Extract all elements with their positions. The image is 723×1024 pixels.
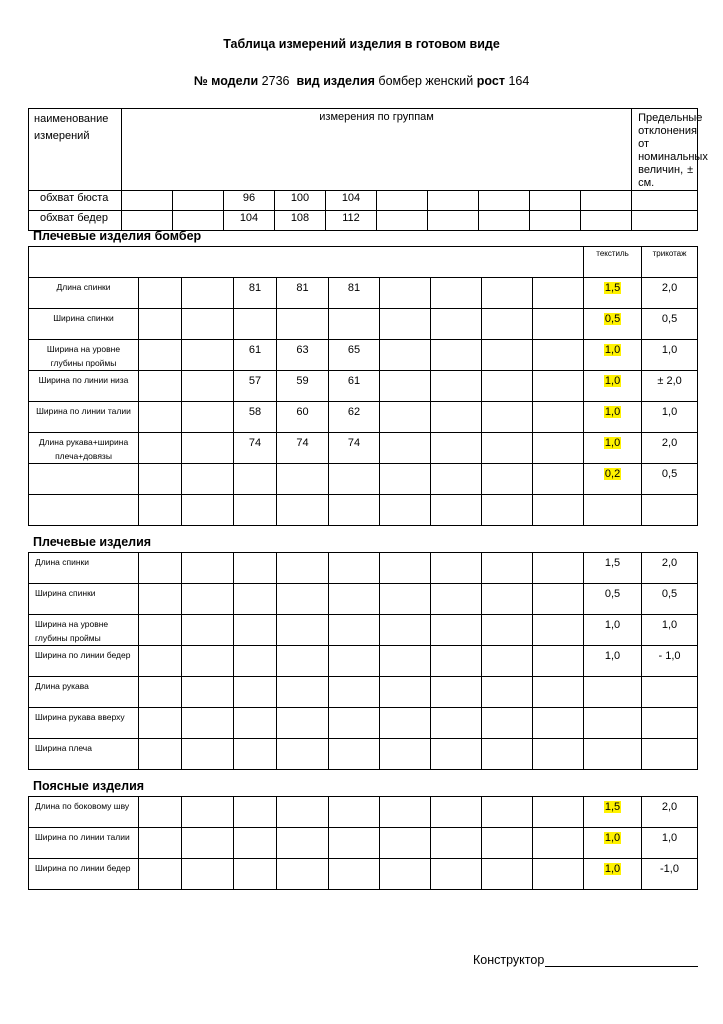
table-row <box>29 402 698 433</box>
empty-cell <box>139 433 182 464</box>
empty-cell <box>632 211 698 231</box>
empty-cell <box>431 278 482 309</box>
size-value-cell: 61 <box>329 371 380 402</box>
size-value-cell: 74 <box>277 433 329 464</box>
knit-tolerance-cell: 2,0 <box>642 278 698 309</box>
textile-tolerance-cell <box>584 309 642 340</box>
section-title-shoulder: Плечевые изделия <box>33 535 152 549</box>
empty-cell <box>329 708 380 739</box>
measurement-label: Ширина на уровне глубины проймы <box>29 615 139 646</box>
measurement-label: Ширина плеча <box>29 739 139 770</box>
empty-cell <box>533 677 584 708</box>
textile-tolerance-cell <box>584 278 642 309</box>
empty-cell <box>431 584 482 615</box>
col-header-knit: трикотаж <box>642 247 698 278</box>
empty-cell <box>431 553 482 584</box>
size-value-cell: 104 <box>326 191 377 211</box>
table-row <box>29 615 698 646</box>
textile-tolerance-cell <box>584 464 642 495</box>
empty-cell <box>182 677 234 708</box>
empty-cell <box>380 433 431 464</box>
empty-cell <box>139 278 182 309</box>
size-value-cell <box>277 495 329 526</box>
textile-tolerance-cell <box>584 828 642 859</box>
size-value-cell: 62 <box>329 402 380 433</box>
empty-cell <box>431 859 482 890</box>
empty-cell <box>139 553 182 584</box>
measurement-label: Длина спинки <box>29 278 139 309</box>
measurement-label: Длина рукава <box>29 677 139 708</box>
empty-cell <box>380 278 431 309</box>
textile-tolerance-cell: 0,5 <box>584 584 642 615</box>
empty-cell <box>380 646 431 677</box>
empty-cell <box>533 340 584 371</box>
knit-tolerance-cell <box>642 495 698 526</box>
knit-tolerance-cell <box>642 739 698 770</box>
empty-cell <box>234 646 277 677</box>
size-value-cell: 81 <box>234 278 277 309</box>
measurement-label: Ширина по линии талии <box>29 402 139 433</box>
table-row <box>29 278 698 309</box>
empty-cell <box>182 615 234 646</box>
knit-tolerance-cell: 1,0 <box>642 615 698 646</box>
empty-cell <box>380 309 431 340</box>
empty-cell <box>377 191 428 211</box>
knit-tolerance-cell: ± 2,0 <box>642 371 698 402</box>
empty-cell <box>277 553 329 584</box>
knit-tolerance-cell: 2,0 <box>642 797 698 828</box>
textile-tolerance-value: 0,5 <box>604 313 621 325</box>
textile-tolerance-cell <box>584 495 642 526</box>
signature-blank <box>545 954 698 967</box>
empty-cell <box>173 211 224 231</box>
empty-cell <box>431 646 482 677</box>
empty-cell <box>329 646 380 677</box>
size-value-cell: 65 <box>329 340 380 371</box>
size-value-cell: 61 <box>234 340 277 371</box>
empty-cell <box>329 739 380 770</box>
measurement-label: Ширина по линии бедер <box>29 859 139 890</box>
knit-tolerance-cell <box>642 677 698 708</box>
empty-cell <box>277 615 329 646</box>
empty-cell <box>234 859 277 890</box>
size-value-cell <box>329 309 380 340</box>
empty-cell <box>122 211 173 231</box>
table-row <box>29 191 698 211</box>
table-row <box>29 433 698 464</box>
textile-tolerance-cell <box>584 433 642 464</box>
empty-cell <box>139 677 182 708</box>
textile-tolerance-value: 0,2 <box>604 468 621 480</box>
empty-cell <box>182 340 234 371</box>
table-row <box>29 677 698 708</box>
textile-tolerance-cell: 1,0 <box>584 615 642 646</box>
model-label: № модели <box>193 74 259 88</box>
size-value-cell: 58 <box>234 402 277 433</box>
empty-cell <box>380 615 431 646</box>
size-value-cell <box>234 464 277 495</box>
empty-cell <box>482 739 533 770</box>
empty-cell <box>533 739 584 770</box>
empty-cell <box>182 646 234 677</box>
textile-tolerance-cell: 1,0 <box>584 646 642 677</box>
empty-cell <box>182 402 234 433</box>
empty-cell <box>182 797 234 828</box>
size-value-cell: 60 <box>277 402 329 433</box>
empty-cell <box>533 708 584 739</box>
section-title-bomber: Плечевые изделия бомбер <box>33 229 202 243</box>
measurement-label: Ширина по линии низа <box>29 371 139 402</box>
empty-cell <box>533 859 584 890</box>
header-measurement-name: наименование измерений <box>29 109 122 191</box>
measurement-label: Ширина спинки <box>29 584 139 615</box>
knit-tolerance-cell: 0,5 <box>642 464 698 495</box>
empty-cell <box>479 191 530 211</box>
textile-tolerance-value: 1,0 <box>604 406 621 418</box>
empty-cell <box>428 211 479 231</box>
model-value: 2736 <box>261 74 290 88</box>
empty-cell <box>533 615 584 646</box>
textile-tolerance-value: 1,5 <box>604 801 621 813</box>
empty-cell <box>533 495 584 526</box>
measurement-label: Ширина по линии талии <box>29 828 139 859</box>
table-row <box>29 371 698 402</box>
textile-tolerance-cell <box>584 797 642 828</box>
size-value-cell: 63 <box>277 340 329 371</box>
empty-cell <box>380 340 431 371</box>
table-row <box>29 495 698 526</box>
table-row <box>29 464 698 495</box>
header-size-groups: измерения по группам <box>122 109 632 191</box>
size-value-cell: 96 <box>224 191 275 211</box>
empty-cell <box>482 309 533 340</box>
empty-cell <box>431 708 482 739</box>
empty-cell <box>139 797 182 828</box>
empty-cell <box>632 191 698 211</box>
empty-cell <box>482 553 533 584</box>
empty-cell <box>482 708 533 739</box>
section-title-waist: Поясные изделия <box>33 779 145 793</box>
textile-tolerance-cell <box>584 402 642 433</box>
empty-cell <box>530 191 581 211</box>
empty-cell <box>277 677 329 708</box>
empty-cell <box>139 615 182 646</box>
textile-tolerance-cell <box>584 340 642 371</box>
empty-cell <box>234 828 277 859</box>
model-line <box>0 74 723 88</box>
empty-cell <box>431 677 482 708</box>
empty-cell <box>277 828 329 859</box>
table-row <box>29 340 698 371</box>
empty-cell <box>329 828 380 859</box>
empty-cell <box>530 211 581 231</box>
empty-cell <box>139 708 182 739</box>
knit-tolerance-cell: 2,0 <box>642 553 698 584</box>
empty-cell <box>234 677 277 708</box>
empty-cell <box>139 464 182 495</box>
textile-tolerance-cell <box>584 739 642 770</box>
empty-cell <box>431 739 482 770</box>
empty-cell <box>277 708 329 739</box>
empty-cell <box>329 859 380 890</box>
textile-tolerance-value: 1,0 <box>604 437 621 449</box>
empty-cell <box>479 211 530 231</box>
size-value-cell <box>234 309 277 340</box>
table-row <box>29 708 698 739</box>
size-value-cell <box>329 464 380 495</box>
size-value-cell <box>277 464 329 495</box>
empty-cell <box>139 584 182 615</box>
measurement-label: Длина спинки <box>29 553 139 584</box>
empty-cell <box>277 859 329 890</box>
empty-cell <box>431 615 482 646</box>
empty-cell <box>234 708 277 739</box>
empty-cell <box>182 828 234 859</box>
knit-tolerance-cell: 0,5 <box>642 309 698 340</box>
empty-cell <box>533 584 584 615</box>
empty-cell <box>380 677 431 708</box>
textile-tolerance-cell <box>584 859 642 890</box>
textile-tolerance-cell <box>584 677 642 708</box>
size-value-cell <box>234 495 277 526</box>
empty-cell <box>182 553 234 584</box>
empty-cell <box>139 859 182 890</box>
empty-cell <box>533 402 584 433</box>
empty-cell <box>380 828 431 859</box>
textile-tolerance-value: 1,0 <box>604 832 621 844</box>
size-value-cell: 100 <box>275 191 326 211</box>
knit-tolerance-cell: -1,0 <box>642 859 698 890</box>
size-value-cell: 108 <box>275 211 326 231</box>
empty-cell <box>380 495 431 526</box>
empty-cell <box>482 677 533 708</box>
measurement-label: Ширина по линии бедер <box>29 646 139 677</box>
empty-cell <box>380 739 431 770</box>
bomber-measurements-table <box>28 246 698 526</box>
group-measurements-table <box>28 108 708 231</box>
empty-cell <box>482 433 533 464</box>
waist-measurements-table <box>28 796 698 890</box>
knit-tolerance-cell <box>642 708 698 739</box>
empty-cell <box>482 615 533 646</box>
table-row <box>29 828 698 859</box>
empty-cell <box>173 191 224 211</box>
empty-cell <box>329 677 380 708</box>
empty-cell <box>329 584 380 615</box>
empty-cell <box>139 739 182 770</box>
empty-cell <box>533 371 584 402</box>
empty-cell <box>139 495 182 526</box>
measurement-label: Длина по боковому шву <box>29 797 139 828</box>
empty-cell <box>482 278 533 309</box>
knit-tolerance-cell: 1,0 <box>642 340 698 371</box>
table-row <box>29 211 698 231</box>
empty-cell <box>182 859 234 890</box>
size-value-cell: 59 <box>277 371 329 402</box>
height-value: 164 <box>508 74 530 88</box>
measurement-label: обхват бедер <box>29 211 122 231</box>
size-value-cell <box>329 495 380 526</box>
col-header-textile: текстиль <box>584 247 642 278</box>
empty-cell <box>234 553 277 584</box>
empty-cell <box>431 495 482 526</box>
empty-cell <box>380 371 431 402</box>
empty-cell <box>482 371 533 402</box>
empty-cell <box>380 464 431 495</box>
size-value-cell: 57 <box>234 371 277 402</box>
empty-cell <box>377 211 428 231</box>
empty-cell <box>482 340 533 371</box>
empty-cell <box>234 739 277 770</box>
empty-cell <box>234 584 277 615</box>
empty-cell <box>482 646 533 677</box>
empty-cell <box>482 464 533 495</box>
empty-cell <box>581 211 632 231</box>
measurement-label <box>29 464 139 495</box>
empty-cell <box>533 278 584 309</box>
empty-cell <box>380 553 431 584</box>
size-value-cell: 81 <box>329 278 380 309</box>
empty-cell <box>431 433 482 464</box>
knit-tolerance-cell: 1,0 <box>642 402 698 433</box>
table-row <box>29 739 698 770</box>
empty-cell <box>431 402 482 433</box>
signature-line <box>473 953 698 967</box>
shoulder-measurements-table <box>28 552 698 770</box>
empty-cell <box>182 739 234 770</box>
empty-cell <box>431 464 482 495</box>
table-row <box>29 584 698 615</box>
empty-cell <box>122 191 173 211</box>
empty-cell <box>581 191 632 211</box>
empty-cell <box>182 708 234 739</box>
empty-cell <box>139 646 182 677</box>
empty-cell <box>277 797 329 828</box>
empty-cell <box>533 553 584 584</box>
measurement-label: Ширина рукава вверху <box>29 708 139 739</box>
empty-cell <box>380 708 431 739</box>
empty-cell <box>431 371 482 402</box>
empty-cell <box>277 739 329 770</box>
empty-cell <box>380 402 431 433</box>
empty-cell <box>329 615 380 646</box>
header-tolerance: Предельные отклонения от номинальных величин, ± см. <box>632 109 698 191</box>
textile-tolerance-cell <box>584 708 642 739</box>
empty-cell <box>482 584 533 615</box>
measurement-label: Ширина спинки <box>29 309 139 340</box>
empty-cell <box>431 797 482 828</box>
size-value-cell: 74 <box>234 433 277 464</box>
empty-cell <box>533 309 584 340</box>
empty-cell <box>139 309 182 340</box>
empty-cell <box>482 402 533 433</box>
empty-cell <box>380 797 431 828</box>
textile-tolerance-value: 1,0 <box>604 863 621 875</box>
empty-cell <box>533 646 584 677</box>
empty-cell <box>482 797 533 828</box>
table-row <box>29 553 698 584</box>
empty-cell <box>533 433 584 464</box>
size-value-cell: 104 <box>224 211 275 231</box>
measurement-label: Ширина на уровне глубины проймы <box>29 340 139 371</box>
empty-cell <box>182 495 234 526</box>
knit-tolerance-cell: - 1,0 <box>642 646 698 677</box>
table-row <box>29 646 698 677</box>
empty-cell <box>380 584 431 615</box>
empty-cell <box>182 584 234 615</box>
knit-tolerance-cell: 2,0 <box>642 433 698 464</box>
empty-cell <box>139 402 182 433</box>
empty-cell <box>329 797 380 828</box>
empty-cell <box>431 309 482 340</box>
empty-cell <box>234 797 277 828</box>
document-title: Таблица измерений изделия в готовом виде <box>223 37 500 51</box>
measurement-label <box>29 495 139 526</box>
knit-tolerance-cell: 0,5 <box>642 584 698 615</box>
empty-cell <box>329 553 380 584</box>
empty-cell <box>182 278 234 309</box>
size-value-cell: 81 <box>277 278 329 309</box>
empty-cell <box>428 191 479 211</box>
empty-cell <box>482 859 533 890</box>
type-value: бомбер женский <box>378 74 474 88</box>
size-value-cell: 112 <box>326 211 377 231</box>
empty-cell <box>533 797 584 828</box>
empty-cell <box>277 584 329 615</box>
table-row <box>29 859 698 890</box>
textile-tolerance-cell: 1,5 <box>584 553 642 584</box>
bomber-header-blank <box>29 247 584 278</box>
textile-tolerance-cell <box>584 371 642 402</box>
size-value-cell <box>277 309 329 340</box>
table-row <box>29 309 698 340</box>
empty-cell <box>533 464 584 495</box>
empty-cell <box>482 828 533 859</box>
empty-cell <box>182 464 234 495</box>
empty-cell <box>182 309 234 340</box>
empty-cell <box>139 371 182 402</box>
textile-tolerance-value: 1,5 <box>604 282 621 294</box>
size-value-cell: 74 <box>329 433 380 464</box>
empty-cell <box>139 828 182 859</box>
empty-cell <box>182 433 234 464</box>
empty-cell <box>380 859 431 890</box>
empty-cell <box>182 371 234 402</box>
textile-tolerance-value: 1,0 <box>604 344 621 356</box>
knit-tolerance-cell: 1,0 <box>642 828 698 859</box>
type-label: вид изделия <box>296 74 375 88</box>
empty-cell <box>139 340 182 371</box>
empty-cell <box>431 828 482 859</box>
measurement-label: Длина рукава+ширина плеча+довязы <box>29 433 139 464</box>
empty-cell <box>482 495 533 526</box>
empty-cell <box>533 828 584 859</box>
signature-label: Конструктор <box>473 953 545 967</box>
empty-cell <box>234 615 277 646</box>
table-row <box>29 797 698 828</box>
height-label: рост <box>476 74 505 88</box>
textile-tolerance-value: 1,0 <box>604 375 621 387</box>
measurement-label: обхват бюста <box>29 191 122 211</box>
empty-cell <box>277 646 329 677</box>
empty-cell <box>431 340 482 371</box>
